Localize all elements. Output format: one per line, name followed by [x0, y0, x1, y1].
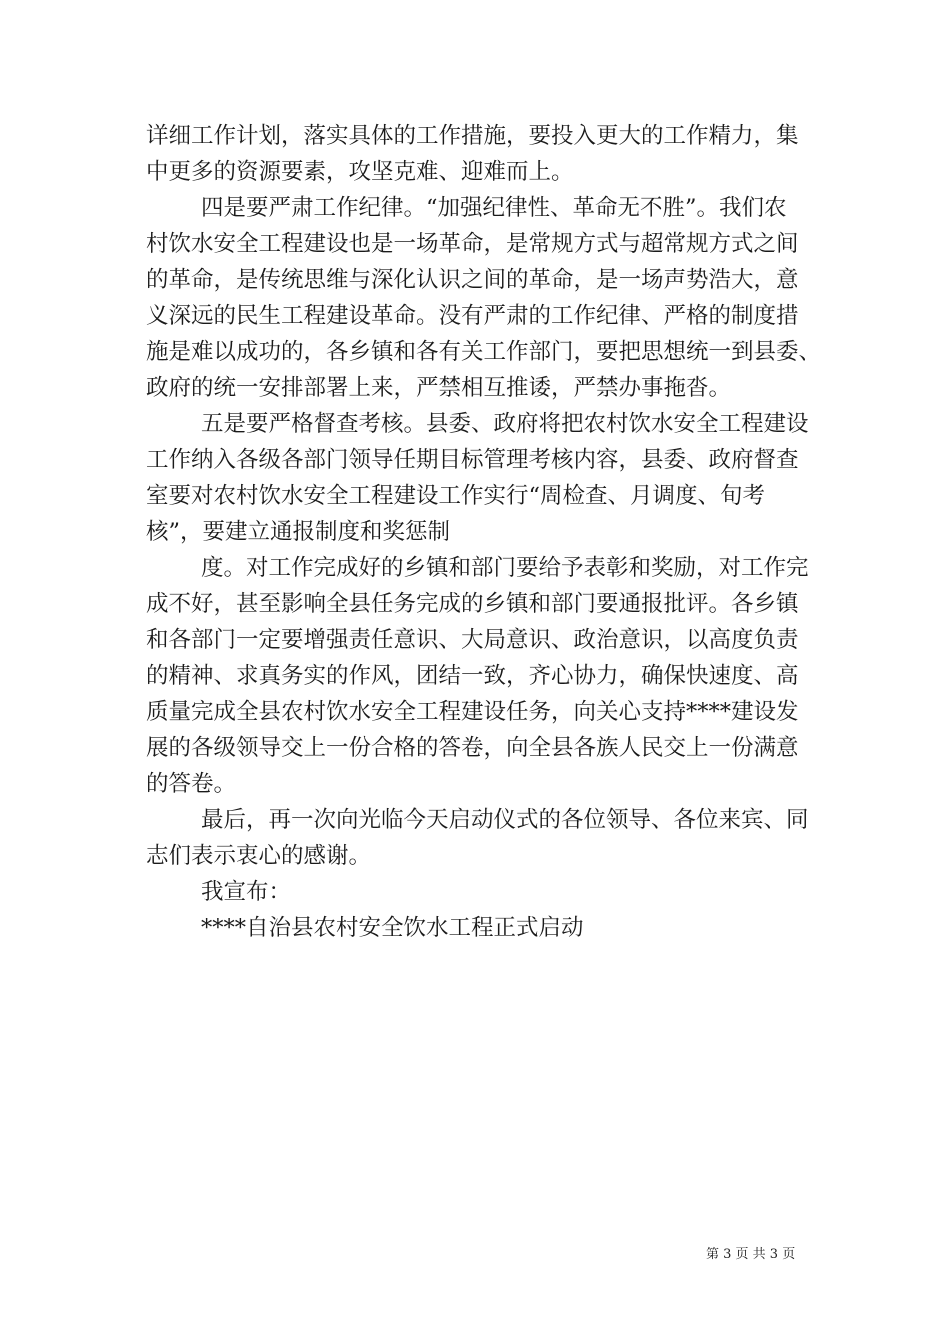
text-line: 工作纳入各级各部门领导任期目标管理考核内容，县委、政府督查 [146, 447, 799, 473]
text-line: 中更多的资源要素，攻坚克难、迎难而上。 [146, 159, 574, 185]
text-line: 义深远的民生工程建设革命。没有严肃的工作纪律、严格的制度措 [146, 303, 799, 329]
text-line: 施是难以成功的，各乡镇和各有关工作部门，要把思想统一到县委、 [146, 339, 822, 365]
text-line: 最后，再一次向光临今天启动仪式的各位领导、各位来宾、同 [201, 807, 809, 833]
text-line: 四是要严肃工作纪律。“加强纪律性、革命无不胜”。我们农 [201, 195, 787, 221]
text-line: 的精神、求真务实的作风，团结一致，齐心协力，确保快速度、高 [146, 663, 799, 689]
text-line: 详细工作计划，落实具体的工作措施，要投入更大的工作精力，集 [146, 123, 799, 149]
text-line: 的答卷。 [146, 771, 237, 797]
text-line: 成不好，甚至影响全县任务完成的乡镇和部门要通报批评。各乡镇 [146, 591, 799, 617]
text-line: 村饮水安全工程建设也是一场革命，是常规方式与超常规方式之间 [146, 231, 799, 257]
text-line: 政府的统一安排部署上来，严禁相互推诿，严禁办事拖沓。 [146, 375, 732, 401]
text-line: 室要对农村饮水安全工程建设工作实行“周检查、月调度、旬考 [146, 483, 766, 509]
text-line: 核”，要建立通报制度和奖惩制 [146, 519, 451, 545]
page-number: 第 3 页 共 3 页 [706, 1247, 796, 1262]
text-line: 的革命，是传统思维与深化认识之间的革命，是一场声势浩大，意 [146, 267, 799, 293]
text-line: 和各部门一定要增强责任意识、大局意识、政治意识，以高度负责 [146, 627, 799, 653]
text-line: 五是要严格督查考核。县委、政府将把农村饮水安全工程建设 [201, 411, 809, 437]
text-line: 质量完成全县农村饮水安全工程建设任务，向关心支持****建设发 [146, 699, 799, 725]
text-line: 我宣布： [201, 879, 292, 905]
text-line: 度。对工作完成好的乡镇和部门要给予表彰和奖励，对工作完 [201, 555, 809, 581]
text-line: ****自治县农村安全饮水工程正式启动 [201, 915, 584, 941]
text-line: 展的各级领导交上一份合格的答卷，向全县各族人民交上一份满意 [146, 735, 799, 761]
text-line: 志们表示衷心的感谢。 [146, 843, 372, 869]
